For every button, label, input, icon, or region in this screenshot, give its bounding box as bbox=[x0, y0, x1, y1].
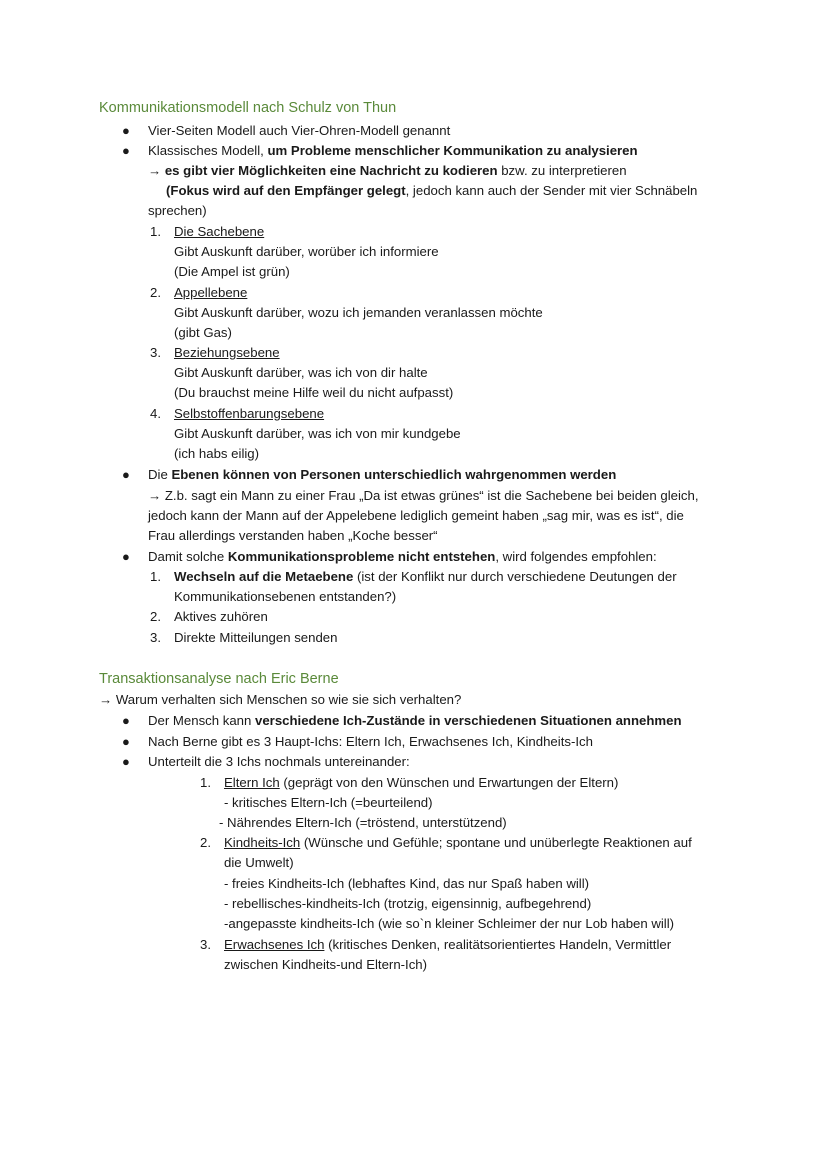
fokus-continuation: sprechen) bbox=[148, 203, 207, 218]
list-number: 1. bbox=[150, 224, 161, 239]
level-example: (Die Ampel ist grün) bbox=[174, 264, 290, 279]
level-description: Gibt Auskunft darüber, wozu ich jemanden veranlassen möchte bbox=[174, 305, 543, 320]
level-title: Beziehungsebene bbox=[174, 345, 280, 360]
bullet-icon: ● bbox=[122, 467, 130, 482]
bullet-text: Die Ebenen können von Personen unterschiedlich wahrgenommen werden bbox=[148, 467, 617, 482]
level-example: (gibt Gas) bbox=[174, 325, 232, 340]
bullet-icon: ● bbox=[122, 549, 130, 564]
ich-subitem: - Nährendes Eltern-Ich (=tröstend, unterstützend) bbox=[219, 815, 507, 830]
list-number: 1. bbox=[150, 569, 161, 584]
intro-line: → Warum verhalten sich Menschen so wie sie sich verhalten? bbox=[99, 692, 462, 707]
level-example: (ich habs eilig) bbox=[174, 446, 260, 461]
level-title: Selbstoffenbarungsebene bbox=[174, 406, 325, 421]
list-number: 1. bbox=[200, 775, 211, 790]
list-number: 3. bbox=[150, 345, 161, 360]
ich-item-continuation: die Umwelt) bbox=[224, 855, 294, 870]
recommendation: Direkte Mitteilungen senden bbox=[174, 630, 338, 645]
ich-subitem: - freies Kindheits-Ich (lebhaftes Kind, das nur Spaß haben will) bbox=[224, 876, 590, 891]
bullet-icon: ● bbox=[122, 143, 130, 158]
level-description: Gibt Auskunft darüber, was ich von mir kundgebe bbox=[174, 426, 461, 441]
ich-item: Kindheits-Ich (Wünsche und Gefühle; spontane und unüberlegte Reaktionen auf bbox=[224, 835, 692, 850]
ich-subitem: - rebellisches-kindheits-Ich (trotzig, eigensinnig, aufbegehrend) bbox=[224, 896, 592, 911]
list-number: 2. bbox=[150, 609, 161, 624]
recommendation: Aktives zuhören bbox=[174, 609, 268, 624]
example-line: Frau allerdings verstanden haben „Koche besser“ bbox=[148, 528, 438, 543]
bullet-icon: ● bbox=[122, 734, 130, 749]
heading-kommunikationsmodell: Kommunikationsmodell nach Schulz von Thun bbox=[99, 100, 397, 116]
heading-transaktionsanalyse: Transaktionsanalyse nach Eric Berne bbox=[99, 671, 339, 687]
example-line: jedoch kann der Mann auf der Appelebene lediglich gemeint haben „sag mir, was es ist“, die bbox=[148, 508, 684, 523]
level-description: Gibt Auskunft darüber, worüber ich informiere bbox=[174, 244, 439, 259]
ich-item: Erwachsenes Ich (kritisches Denken, realitätsorientiertes Handeln, Vermittler bbox=[224, 937, 672, 952]
ich-subitem: -angepasste kindheits-Ich (wie so`n kleiner Schleimer der nur Lob haben will) bbox=[224, 916, 675, 931]
level-title: Appellebene bbox=[174, 285, 248, 300]
ich-item: Eltern Ich (geprägt von den Wünschen und Erwartungen der Eltern) bbox=[224, 775, 619, 790]
list-number: 4. bbox=[150, 406, 161, 421]
level-example: (Du brauchst meine Hilfe weil du nicht aufpasst) bbox=[174, 385, 454, 400]
bullet-icon: ● bbox=[122, 713, 130, 728]
fokus-line: (Fokus wird auf den Empfänger gelegt, jedoch kann auch der Sender mit vier Schnäbeln bbox=[166, 183, 698, 198]
bullet-icon: ● bbox=[122, 754, 130, 769]
list-number: 2. bbox=[150, 285, 161, 300]
example-line: → Z.b. sagt ein Mann zu einer Frau „Da ist etwas grünes“ ist die Sachebene bei beiden gleich, bbox=[148, 488, 699, 503]
list-number: 3. bbox=[200, 937, 211, 952]
ich-subitem: - kritisches Eltern-Ich (=beurteilend) bbox=[224, 795, 433, 810]
bullet-text: Klassisches Modell, um Probleme menschlicher Kommunikation zu analysieren bbox=[148, 143, 638, 158]
recommendation: Wechseln auf die Metaebene (ist der Konflikt nur durch verschiedene Deutungen der bbox=[174, 569, 677, 584]
level-title: Die Sachebene bbox=[174, 224, 265, 239]
bullet-text: Nach Berne gibt es 3 Haupt-Ichs: Eltern Ich, Erwachsenes Ich, Kindheits-Ich bbox=[148, 734, 593, 749]
bullet-text: Der Mensch kann verschiedene Ich-Zustände in verschiedenen Situationen annehmen bbox=[148, 713, 682, 728]
bullet-text: Vier-Seiten Modell auch Vier-Ohren-Modell genannt bbox=[148, 123, 451, 138]
bullet-text: Damit solche Kommunikationsprobleme nicht entstehen, wird folgendes empfohlen: bbox=[148, 549, 657, 564]
bullet-text: Unterteilt die 3 Ichs nochmals untereinander: bbox=[148, 754, 410, 769]
list-number: 2. bbox=[200, 835, 211, 850]
arrow-line: → es gibt vier Möglichkeiten eine Nachricht zu kodieren bzw. zu interpretieren bbox=[148, 163, 627, 178]
bullet-icon: ● bbox=[122, 123, 130, 138]
recommendation-continuation: Kommunikationsebenen entstanden?) bbox=[174, 589, 397, 604]
list-number: 3. bbox=[150, 630, 161, 645]
level-description: Gibt Auskunft darüber, was ich von dir halte bbox=[174, 365, 428, 380]
ich-item-continuation: zwischen Kindheits-und Eltern-Ich) bbox=[224, 957, 428, 972]
